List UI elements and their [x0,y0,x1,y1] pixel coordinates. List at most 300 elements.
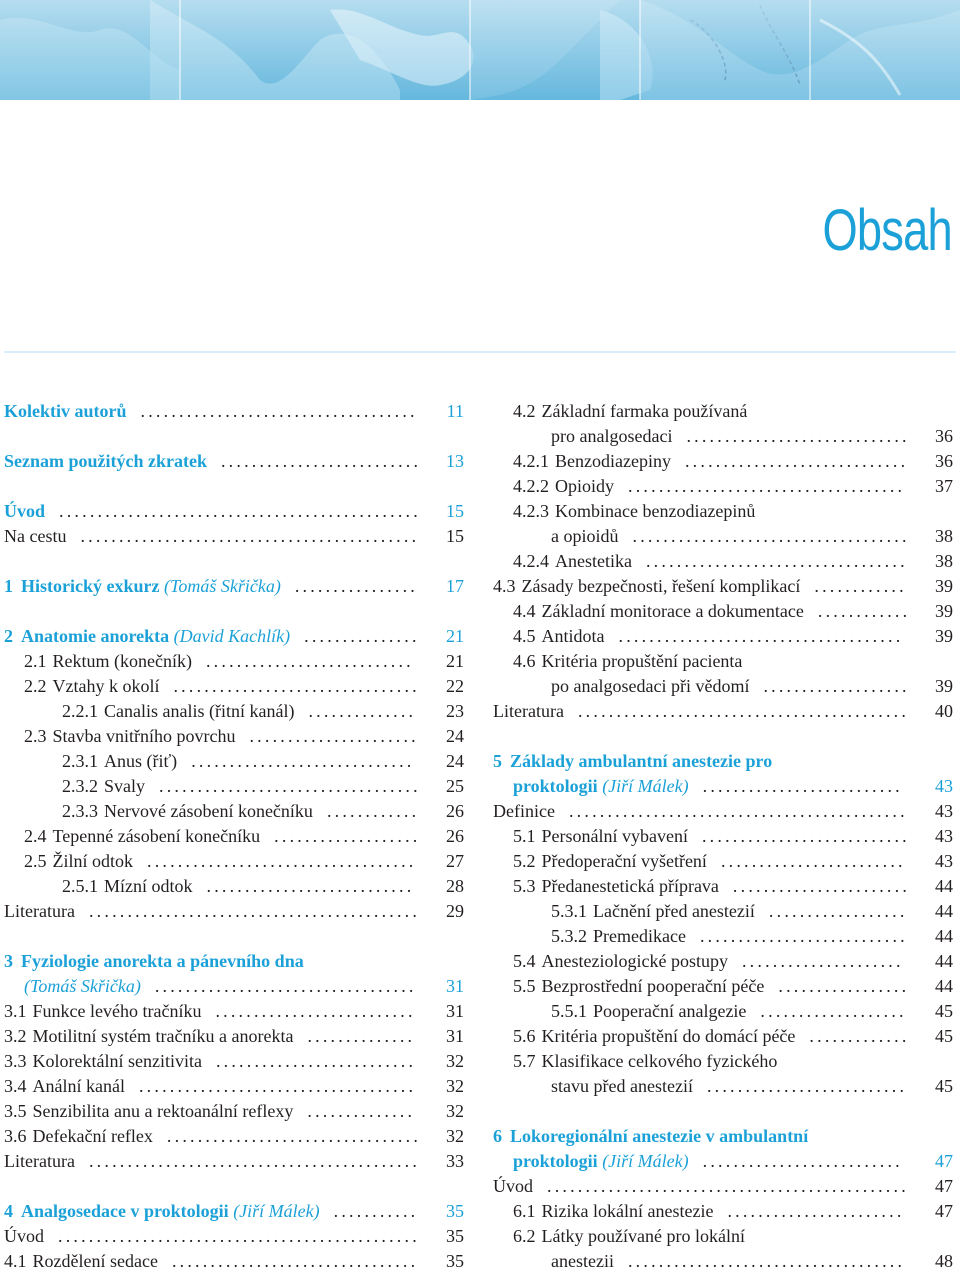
toc-entry-author: (Tomáš Skřička) [24,976,141,996]
toc-entry-text: Látky používané pro lokální [541,1226,745,1246]
toc-entry[interactable] [493,651,953,671]
toc-entry-text: po analgosedaci při vědomí [551,676,750,696]
toc-entry-page: 43 [935,851,953,871]
toc-entry-text: Zásady bezpečnosti, řešení komplikací [521,576,801,596]
toc-leader-dots: .................................... [140,401,418,421]
toc-entry[interactable] [4,501,464,521]
toc-entry[interactable] [493,826,953,846]
toc-entry-text: Funkce levého tračníku [32,1001,202,1021]
toc-entry[interactable] [493,551,953,571]
toc-leader-dots: .......................... [706,1076,908,1096]
toc-entry[interactable] [4,1051,464,1071]
toc-entry-text: Anesteziologické postupy [541,951,728,971]
toc-entry-number: 2.5 [24,851,47,871]
toc-entry-page: 31 [446,1001,464,1021]
toc-entry-label [513,601,804,621]
toc-entry-label [551,1076,693,1096]
toc-entry-label [24,676,159,696]
toc-entry[interactable] [4,701,464,721]
toc-entry-page: 48 [935,1251,953,1271]
toc-entry-page: 35 [446,1226,464,1246]
toc-entry-label [551,1001,746,1021]
toc-entry-label [4,501,45,521]
toc-leader-dots: ................................... [147,851,417,871]
toc-leader-dots: .................................... [627,1251,906,1271]
toc-entry-label [24,851,133,871]
toc-entry-page: 38 [935,526,953,546]
toc-entry[interactable] [493,701,953,721]
toc-leader-dots: ........................... [206,876,415,896]
toc-entry-page: 44 [935,876,953,896]
toc-entry-label [513,476,614,496]
toc-entry-text: proktologii [513,776,598,796]
toc-entry[interactable] [493,626,953,646]
toc-entry-text: Personální vybavení [541,826,688,846]
toc-entry-page: 39 [935,576,953,596]
toc-entry-text: Tepenné zásobení konečníku [52,826,261,846]
toc-entry-label [493,576,800,596]
toc-entry-page: 28 [446,876,464,896]
toc-entry-label [4,1226,44,1246]
toc-leader-dots: ........................................... [88,901,421,921]
toc-entry[interactable] [4,751,464,771]
toc-entry-label [4,451,207,471]
toc-entry-number: 1 [4,576,13,596]
toc-leader-dots: ........................................... [88,1151,421,1171]
toc-entry-page: 35 [446,1201,464,1221]
toc-entry-text: Úvod [4,1226,44,1246]
toc-entry[interactable] [493,1126,953,1146]
toc-entry-number: 4.1 [4,1251,27,1271]
toc-entry-number: 6.1 [513,1201,536,1221]
toc-entry-page: 15 [446,526,464,546]
toc-entry-page: 45 [935,1076,953,1096]
toc-entry[interactable] [493,926,953,946]
toc-entry-number: 3.2 [4,1026,27,1046]
toc-leader-dots: ........................... [699,926,908,946]
toc-entry-text: Anus (řiť) [104,751,178,771]
toc-leader-dots: .............. [308,701,417,721]
toc-entry-number: 5.3.1 [551,901,587,921]
toc-leader-dots: ............................................... [58,1226,420,1246]
toc-entry-text: Úvod [493,1176,533,1196]
toc-entry-page: 32 [446,1101,464,1121]
toc-entry[interactable] [4,1001,464,1021]
toc-entry-number: 2.3 [24,726,47,746]
toc-entry-text: Literatura [493,701,564,721]
toc-entry-label [551,926,686,946]
toc-entry-number: 2.3.2 [62,776,98,796]
toc-entry-number: 6.2 [513,1226,536,1246]
toc-entry-page: 39 [935,626,953,646]
toc-entry-label [513,1201,713,1221]
toc-entry-page: 47 [935,1176,953,1196]
toc-entry[interactable] [493,801,953,821]
toc-entry-text: Nervové zásobení konečníku [104,801,313,821]
toc-entry-number: 5.4 [513,951,536,971]
toc-leader-dots: .............. [307,1026,416,1046]
toc-entry[interactable] [493,1051,953,1071]
toc-entry[interactable] [493,1001,953,1021]
toc-entry-number: 4.3 [493,576,516,596]
toc-entry-page: 32 [446,1076,464,1096]
toc-entry-text: Předanestetická příprava [541,876,719,896]
toc-leader-dots: .......................... [220,451,422,471]
toc-entry-page: 33 [446,1151,464,1171]
toc-leader-dots: ....................... [727,1201,905,1221]
toc-entry-text: Úvod [4,501,46,521]
toc-entry-label [513,1226,745,1246]
toc-leader-dots: ........................... [701,826,910,846]
toc-entry[interactable] [4,676,464,696]
toc-entry-page: 39 [935,676,953,696]
toc-leader-dots: .................................... [632,526,910,546]
toc-entry-page: 35 [446,1251,464,1271]
toc-entry-label [4,1101,293,1121]
toc-leader-dots: ........................................... [577,701,910,721]
toc-entry-label [551,426,672,446]
toc-entry-page: 36 [935,426,953,446]
toc-entry-page: 24 [446,751,464,771]
toc-entry[interactable] [4,1026,464,1046]
toc-leader-dots: ............................................ [568,801,908,821]
toc-entry-text: Předoperační vyšetření [541,851,707,871]
toc-entry-label [493,701,564,721]
toc-entry-text: Žilní odtok [52,851,133,871]
toc-leader-dots: ............................................... [547,1176,909,1196]
toc-leader-dots: ............................. [191,751,415,771]
toc-entry-text: a opioidů [551,526,619,546]
toc-entry-label [513,401,747,421]
toc-leader-dots: .................. [768,901,908,921]
toc-entry-text: Kolektiv autorů [4,401,127,421]
toc-leader-dots: ....................... [732,876,911,896]
toc-entry-label [551,526,619,546]
toc-entry-label [4,1001,201,1021]
toc-entry[interactable] [493,1151,953,1171]
toc-entry[interactable] [493,976,953,996]
toc-entry-label [4,576,281,596]
toc-entry[interactable] [4,826,464,846]
toc-entry-text: Základní farmaka používaná [541,401,748,421]
toc-entry-page: 26 [446,826,464,846]
toc-entry[interactable] [4,1251,464,1271]
toc-entry-number: 5.5 [513,976,536,996]
toc-entry-number: 3.5 [4,1101,27,1121]
toc-leader-dots: .......................... [702,1151,903,1171]
toc-entry-page: 44 [935,951,953,971]
toc-entry-label [513,1151,689,1171]
toc-entry-label [513,626,605,646]
toc-entry-number: 3 [4,951,13,971]
page-title: Obsah [822,198,952,263]
toc-entry-text: Anatomie anorekta [21,626,170,646]
toc-entry-text: Klasifikace celkového fyzického [541,1051,778,1071]
toc-entry[interactable] [493,401,953,421]
toc-entry[interactable] [493,776,953,796]
toc-leader-dots: .......................... [702,776,903,796]
toc-entry-number: 3.1 [4,1001,27,1021]
toc-entry-page: 31 [446,1026,464,1046]
toc-entry-page: 45 [935,1026,953,1046]
toc-entry-number: 6 [493,1126,502,1146]
toc-entry-number: 3.3 [4,1051,27,1071]
toc-leader-dots: ............ [817,601,911,621]
toc-entry-label [513,1051,777,1071]
toc-entry-author: (Jiří Málek) [228,1201,320,1221]
toc-entry-label [551,1251,614,1271]
toc-entry[interactable] [4,976,464,996]
toc-entry-label [24,651,192,671]
toc-entry-page: 32 [446,1051,464,1071]
toc-entry-text: Anestetika [555,551,632,571]
toc-entry-text: Lokoregionální anestezie v ambulantní [510,1126,809,1146]
toc-leader-dots: ............................................ [80,526,420,546]
toc-entry-text: Svaly [104,776,146,796]
toc-entry[interactable] [4,851,464,871]
toc-leader-dots: ................... [760,1001,907,1021]
toc-entry-text: anestezii [551,1251,614,1271]
toc-leader-dots: .......................... [215,1001,416,1021]
toc-entry-text: Na cestu [4,526,67,546]
toc-entry-label [4,401,127,421]
toc-entry[interactable] [493,1176,953,1196]
toc-entry-number: 5.5.1 [551,1001,587,1021]
toc-entry-text: Analgosedace v proktologii [21,1201,229,1221]
toc-entry-number: 3.6 [4,1126,27,1146]
toc-entry[interactable] [4,801,464,821]
toc-entry-label [4,1026,293,1046]
toc-entry-number: 4.2.3 [513,501,549,521]
toc-entry[interactable] [493,751,953,771]
toc-leader-dots: ................................ [171,1251,419,1271]
toc-entry[interactable] [4,1151,464,1171]
toc-entry-number: 4.2.1 [513,451,549,471]
toc-entry-text: Rozdělení sedace [32,1251,158,1271]
toc-entry-number: 5.3.2 [551,926,587,946]
toc-entry[interactable] [493,951,953,971]
toc-entry-label [513,451,671,471]
toc-entry[interactable] [4,1226,464,1246]
toc-entry-text: Literatura [4,901,75,921]
toc-entry-text: Pooperační analgezie [593,1001,747,1021]
toc-entry-page: 36 [935,451,953,471]
toc-entry[interactable] [493,1076,953,1096]
toc-leader-dots: ................. [778,976,910,996]
toc-entry-page: 25 [446,776,464,796]
toc-entry[interactable] [4,876,464,896]
toc-entry-page: 21 [446,651,464,671]
toc-entry-page: 22 [446,676,464,696]
toc-entry-text: Anální kanál [32,1076,125,1096]
toc-entry[interactable] [4,651,464,671]
toc-leader-dots: ...................... [249,726,419,746]
toc-entry-number: 2.2.1 [62,701,98,721]
toc-entry[interactable] [493,1201,953,1221]
toc-entry-label [493,1176,533,1196]
toc-entry[interactable] [493,476,953,496]
toc-entry-number: 2 [4,626,13,646]
toc-leader-dots: .................................... [628,476,906,496]
toc-leader-dots: ................................ [173,676,420,696]
toc-leader-dots: .................................. [159,776,421,796]
toc-entry-page: 43 [935,776,953,796]
toc-leader-dots: ................... [274,826,421,846]
toc-entry-text: Bezprostřední pooperační péče [541,976,765,996]
toc-leader-dots: ............................. [686,426,910,446]
toc-entry-author: (Jiří Málek) [597,1151,689,1171]
toc-entry-label [513,851,707,871]
toc-entry-label [4,1151,75,1171]
toc-entry[interactable] [493,601,953,621]
toc-entry-label [62,876,193,896]
toc-entry-text: Fyziologie anorekta a pánevního dna [21,951,304,971]
toc-entry[interactable] [4,1201,464,1221]
toc-entry-label [513,501,755,521]
toc-entry-label [24,826,260,846]
toc-entry-number: 3.4 [4,1076,27,1096]
toc-entry-page: 29 [446,901,464,921]
toc-entry-number: 4 [4,1201,13,1221]
toc-leader-dots: ................ [294,576,419,596]
toc-entry-page: 47 [935,1201,953,1221]
toc-entry[interactable] [4,726,464,746]
toc-entry-text: Senzibilita anu a rektoanální reflexy [32,1101,294,1121]
toc-entry[interactable] [4,901,464,921]
toc-entry-page: 40 [935,701,953,721]
header-banner [0,0,960,100]
toc-entry-label [493,801,555,821]
toc-entry-text: pro analgosedaci [551,426,673,446]
toc-entry-label [513,876,719,896]
toc-entry-page: 43 [935,801,953,821]
toc-entry-number: 2.2 [24,676,47,696]
toc-entry-label [493,1126,808,1146]
toc-entry-number: 4.6 [513,651,536,671]
toc-leader-dots: ........................... [205,651,414,671]
toc-entry[interactable] [4,626,464,646]
toc-entry-label [62,701,294,721]
toc-entry[interactable] [493,1251,953,1271]
toc-entry-label [4,526,66,546]
toc-entry-page: 39 [935,601,953,621]
toc-leader-dots: ............ [326,801,420,821]
toc-entry-label [4,951,304,971]
title-divider [4,351,956,353]
toc-entry-number: 5.3 [513,876,536,896]
toc-entry-number: 4.2.2 [513,476,549,496]
toc-entry-label [4,1076,125,1096]
toc-entry-text: stavu před anestezií [551,1076,693,1096]
toc-entry-number: 5.1 [513,826,536,846]
toc-entry-label [4,1251,158,1271]
toc-entry-label [4,1051,202,1071]
toc-entry-label [62,776,145,796]
toc-entry-label [24,726,235,746]
toc-entry[interactable] [4,1076,464,1096]
toc-entry[interactable] [493,1226,953,1246]
toc-entry-number: 5.7 [513,1051,536,1071]
toc-leader-dots: ................... [763,676,910,696]
toc-leader-dots: ................................. [166,1126,422,1146]
toc-entry[interactable] [4,1101,464,1121]
toc-leader-dots: ........................ [720,851,906,871]
toc-entry-page: 37 [935,476,953,496]
toc-entry[interactable] [4,951,464,971]
banner-photo-strip [0,0,960,100]
toc-entry[interactable] [4,1126,464,1146]
toc-entry-page: 17 [446,576,464,596]
toc-entry[interactable] [4,576,464,596]
toc-entry-page: 15 [446,501,464,521]
toc-entry[interactable] [4,776,464,796]
toc-entry[interactable] [493,676,953,696]
toc-leader-dots: ............................. [684,451,909,471]
toc-entry[interactable] [493,501,953,521]
toc-entry-text: Základy ambulantní anestezie pro [510,751,773,771]
toc-entry-text: proktologii [513,1151,598,1171]
toc-entry-page: 43 [935,826,953,846]
toc-entry-text: Kritéria propuštění pacienta [541,651,743,671]
toc-entry-page: 38 [935,551,953,571]
toc-entry-text: Defekační reflex [32,1126,153,1146]
toc-entry-label [62,801,313,821]
toc-entry[interactable] [493,426,953,446]
toc-entry-number: 4.2.4 [513,551,549,571]
toc-leader-dots: ........... [333,1201,419,1221]
toc-entry[interactable] [493,901,953,921]
toc-entry[interactable] [4,451,464,471]
toc-entry[interactable] [493,451,953,471]
toc-entry-number: 2.3.1 [62,751,98,771]
toc-entry-page: 24 [446,726,464,746]
toc-entry-text: Kombinace benzodiazepinů [555,501,756,521]
toc-entry-number: 2.4 [24,826,47,846]
toc-entry[interactable] [493,576,953,596]
toc-entry-label [513,951,728,971]
toc-entry-page: 26 [446,801,464,821]
toc-entry-page: 23 [446,701,464,721]
toc-entry-text: Canalis analis (řitní kanál) [104,701,295,721]
toc-entry-number: 2.1 [24,651,47,671]
toc-entry-text: Benzodiazepiny [555,451,671,471]
toc-entry[interactable] [4,401,464,421]
toc-entry-label [551,901,755,921]
toc-entry[interactable] [493,876,953,896]
toc-entry-page: 13 [446,451,464,471]
toc-entry-number: 2.3.3 [62,801,98,821]
toc-entry[interactable] [493,1026,953,1046]
toc-entry-label [513,651,742,671]
toc-entry-page: 21 [446,626,464,646]
toc-entry-page: 32 [446,1126,464,1146]
toc-entry-text: Rizika lokální anestezie [541,1201,714,1221]
toc-entry-text: Motilitní systém tračníku a anorekta [32,1026,294,1046]
toc-entry-label [4,1201,320,1221]
toc-entry-number: 5.2 [513,851,536,871]
toc-entry[interactable] [493,526,953,546]
toc-leader-dots: ............................................... [59,501,421,521]
toc-entry[interactable] [493,851,953,871]
toc-entry-label [4,626,290,646]
toc-entry-label [24,976,141,996]
toc-entry-number: 4.5 [513,626,536,646]
toc-entry-text: Definice [493,801,555,821]
toc-entry[interactable] [4,526,464,546]
toc-entry-author: (David Kachlík) [169,626,291,646]
toc-entry-label [551,676,749,696]
toc-entry-text: Historický exkurz [21,576,160,596]
